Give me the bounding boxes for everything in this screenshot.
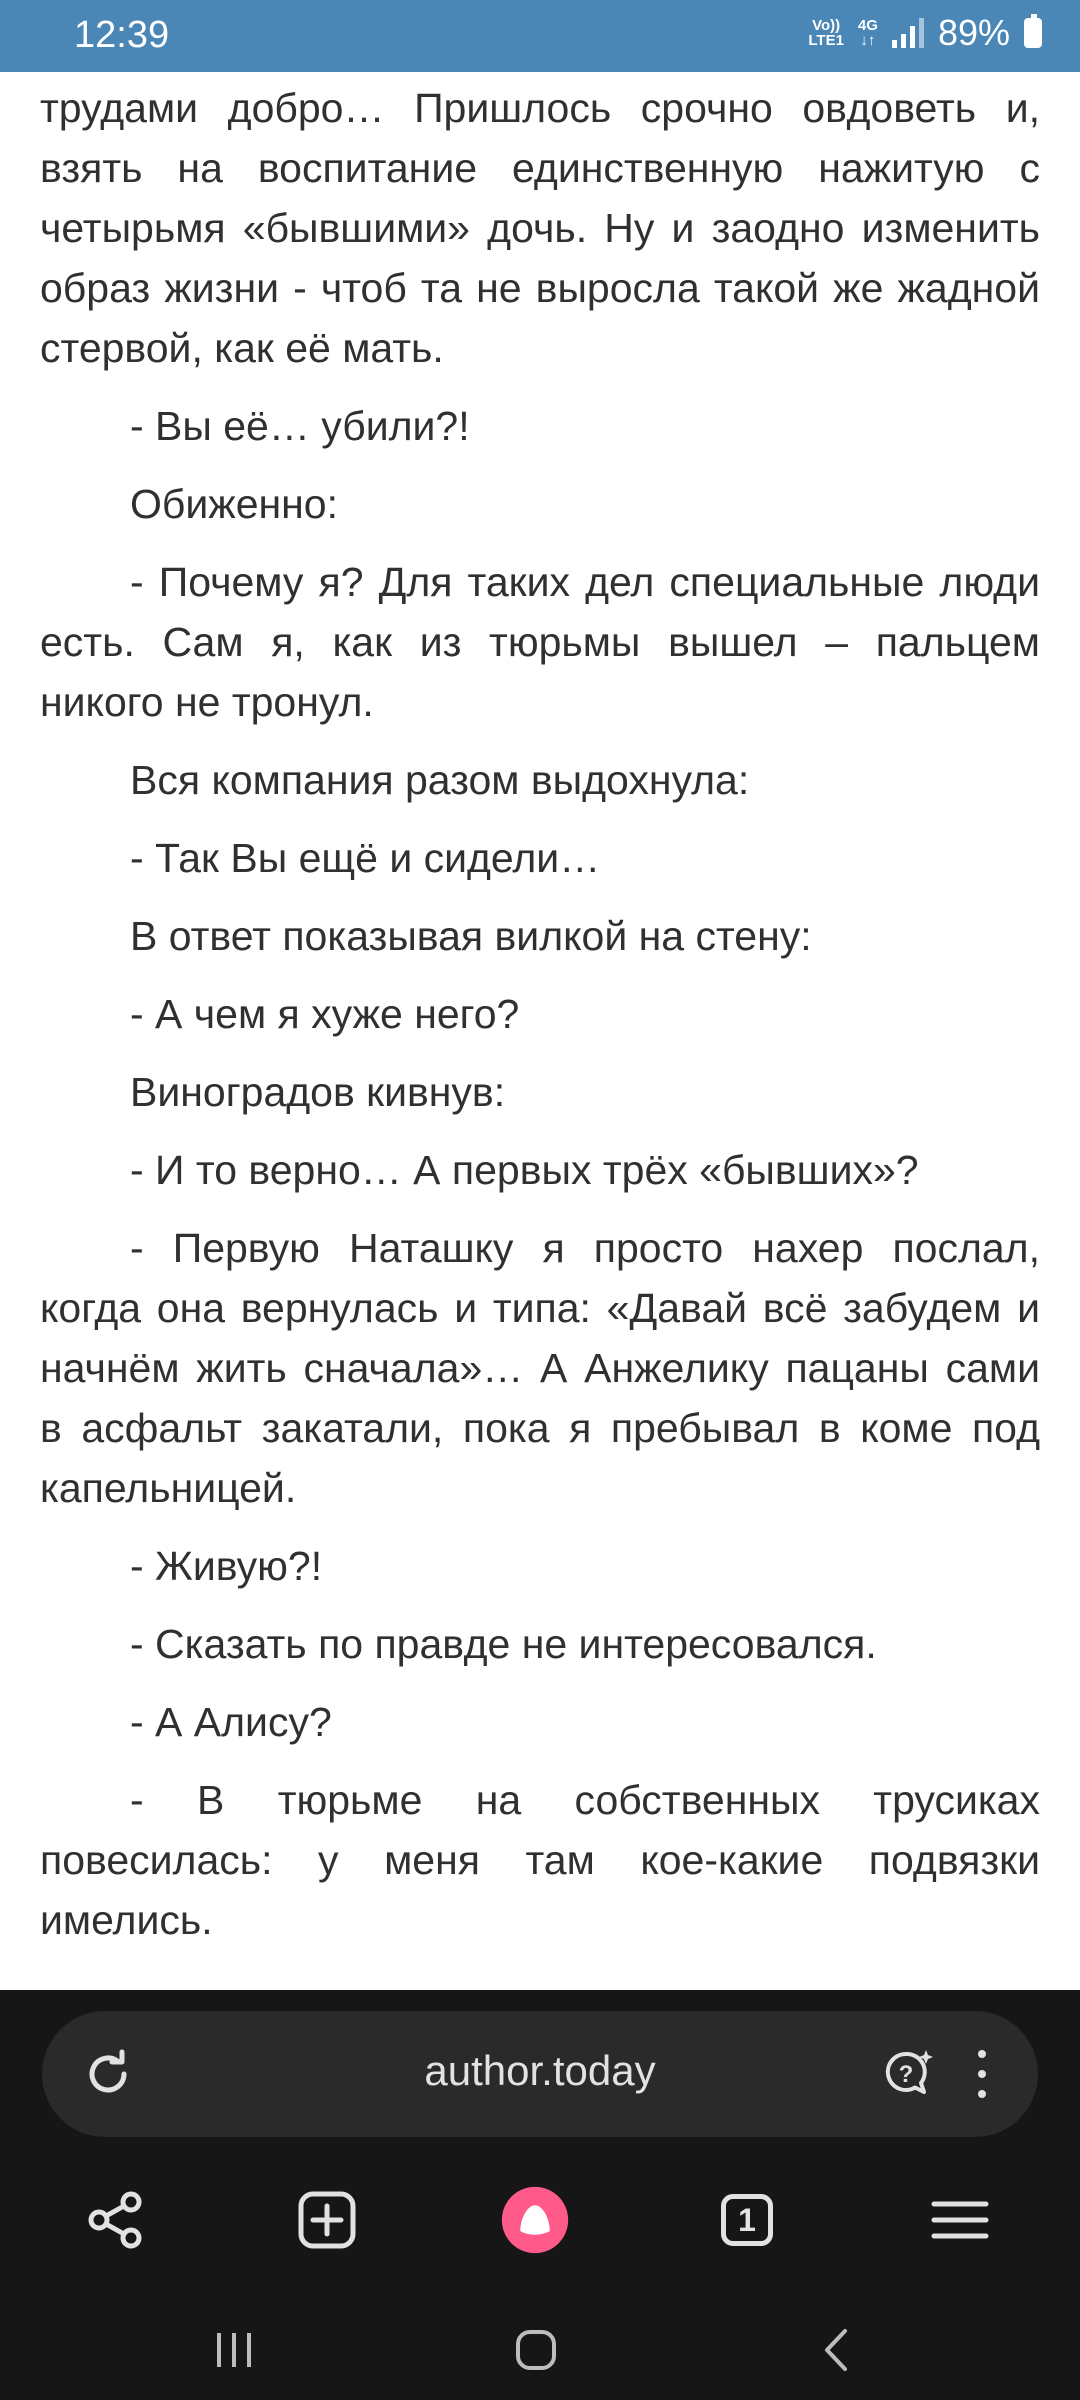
back-icon[interactable]: [808, 2320, 868, 2380]
status-time: 12:39: [74, 14, 170, 56]
paragraph: Вся компания разом выдохнула:: [130, 757, 750, 803]
new-tab-icon[interactable]: [292, 2185, 362, 2255]
paragraph: - Сказать по правде не интересовался.: [130, 1621, 877, 1667]
paragraph: трудами добро… Пришлось срочно овдоветь и, взять на воспитание единственную нажитую с четырьмя «бывшими» дочь. Ну и заодно изменить образ жизни - чтоб та не выросла такой же жадной стервой, как её мать.: [40, 85, 1040, 371]
share-icon[interactable]: [80, 2185, 150, 2255]
paragraph: - Почему я? Для таких дел специальные люди есть. Сам я, как из тюрьмы вышел – пальцем никого не тронул.: [40, 559, 1040, 725]
battery-percent: 89%: [937, 12, 1010, 53]
svg-text:?: ?: [898, 2061, 914, 2088]
system-navigation-bar: [0, 2300, 1080, 2400]
battery-icon: [1024, 18, 1042, 48]
alice-assistant-icon[interactable]: [500, 2185, 570, 2255]
address-bar[interactable]: [42, 2011, 1038, 2137]
reading-content: [40, 78, 1040, 1968]
home-icon[interactable]: [506, 2320, 566, 2380]
network-type-indicator: 4G ↓↑: [857, 17, 878, 49]
recent-apps-icon[interactable]: [204, 2320, 264, 2380]
paragraph: - Вы её… убили?!: [130, 403, 470, 449]
status-indicators: [808, 12, 1042, 54]
paragraph: В ответ показывая вилкой на стену:: [130, 913, 812, 959]
url-text[interactable]: author.today: [424, 2047, 656, 2094]
paragraph: - Живую?!: [130, 1543, 323, 1589]
paragraph: - Так Вы ещё и сидели…: [130, 835, 601, 881]
paragraph: - Первую Наташку я просто нахер послал, когда она вернулась и типа: «Давай всё забудем и начнём жить сначала»… А Анжелику пацаны сами в асфальт закатали, пока я пребывал в коме под капельницей.: [40, 1225, 1040, 1511]
paragraph: - В тюрьме на собственных трусиках повесилась: у меня там кое-какие подвязки имелись.: [40, 1777, 1040, 1943]
status-bar: [0, 0, 1080, 72]
paragraph: - А Алису?: [130, 1699, 332, 1745]
browser-bottom-bar: [0, 1990, 1080, 2400]
signal-strength-icon: [892, 18, 924, 48]
paragraph: - А чем я хуже него?: [130, 991, 520, 1037]
paragraph: - И то верно… А первых трёх «бывших»?: [130, 1147, 919, 1193]
tab-count: 1: [721, 2194, 773, 2246]
kebab-menu-icon[interactable]: [970, 2044, 994, 2104]
paragraph: Обиженно:: [130, 481, 338, 527]
paragraph: Виноградов кивнув:: [130, 1069, 506, 1115]
browser-toolbar: [0, 2160, 1080, 2280]
volte-indicator: Vo)) LTE1: [808, 17, 844, 49]
ai-chat-icon[interactable]: [878, 2044, 938, 2104]
hamburger-menu-icon[interactable]: [925, 2185, 995, 2255]
tabs-icon[interactable]: [712, 2185, 782, 2255]
